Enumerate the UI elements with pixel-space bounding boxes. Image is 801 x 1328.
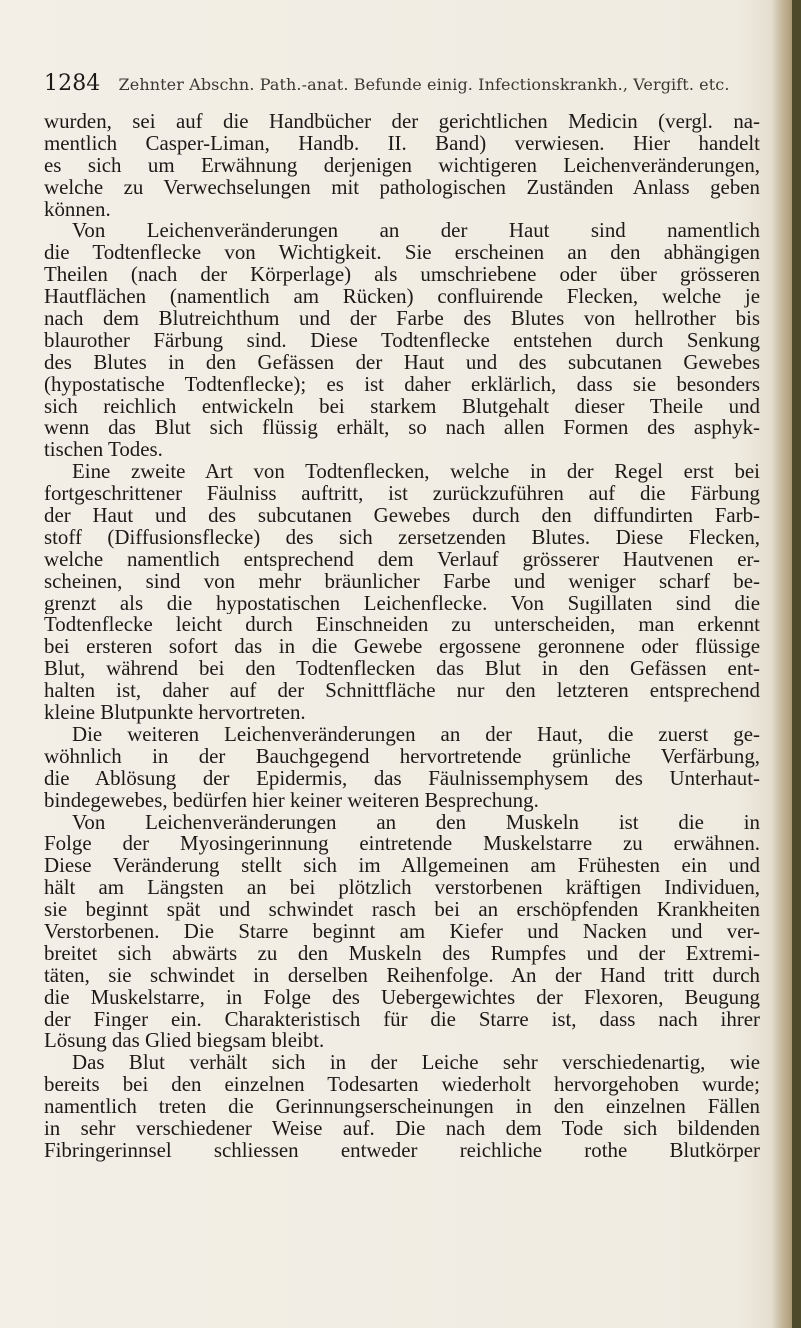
text-line: Theilen (nach der Körperlage) als umschriebene oder über grösseren bbox=[44, 264, 760, 287]
text-line: grenzt als die hypostatischen Leichenflecke. Von Sugillaten sind die bbox=[44, 592, 760, 615]
body-text bbox=[44, 111, 760, 1162]
text-line: Von Leichenveränderungen an der Haut sind namentlich bbox=[72, 220, 760, 243]
text-line: der Finger ein. Charakteristisch für die Starre ist, dass nach ihrer bbox=[44, 1008, 760, 1031]
text-line: welche namentlich entsprechend dem Verlauf grösserer Hautvenen er- bbox=[44, 548, 760, 571]
text-line: täten, sie schwindet in derselben Reihenfolge. An der Hand tritt durch bbox=[44, 964, 760, 987]
text-line: die Muskelstarre, in Folge des Uebergewichtes der Flexoren, Beugung bbox=[44, 986, 760, 1009]
text-line: sie beginnt spät und schwindet rasch bei an erschöpfenden Krankheiten bbox=[44, 899, 760, 921]
text-line: die Todtenflecke von Wichtigkeit. Sie erscheinen an den abhängigen bbox=[44, 242, 760, 265]
text-line: Von Leichenveränderungen an den Muskeln ist die in bbox=[72, 811, 760, 834]
text-line: Diese Veränderung stellt sich im Allgemeinen am Frühesten ein und bbox=[44, 855, 760, 878]
text-line: scheinen, sind von mehr bräunlicher Farbe und weniger scharf be- bbox=[44, 570, 760, 593]
text-line: Verstorbenen. Die Starre beginnt am Kiefer und Nacken und ver- bbox=[44, 920, 760, 943]
text-line: fortgeschrittener Fäulniss auftritt, ist zurückzuführen auf die Färbung bbox=[44, 483, 760, 506]
page-number: 1284 bbox=[44, 71, 101, 96]
text-line: Hautflächen (namentlich am Rücken) confluirende Flecken, welche je bbox=[44, 286, 760, 309]
text-line: Folge der Myosingerinnung eintretende Muskelstarre zu erwähnen. bbox=[44, 833, 760, 856]
text-line: bei ersteren sofort das in die Gewebe ergossene geronnene oder flüssige bbox=[44, 636, 760, 659]
text-line: können. bbox=[44, 198, 111, 221]
text-line: Eine zweite Art von Todtenflecken, welche in der Regel erst bei bbox=[72, 461, 760, 484]
text-line: namentlich treten die Gerinnungserscheinungen in den einzelnen Fällen bbox=[44, 1096, 760, 1118]
text-line: es sich um Erwähnung derjenigen wichtigeren Leichenveränderungen, bbox=[44, 154, 760, 177]
text-line: wöhnlich in der Bauchgegend hervortretende grünliche Verfärbung, bbox=[44, 745, 760, 768]
text-line: nach dem Blutreichthum und der Farbe des Blutes von hellrother bis bbox=[44, 308, 760, 330]
text-line: Lösung das Glied biegsam bleibt. bbox=[44, 1030, 325, 1053]
text-line: bindegewebes, bedürfen hier keiner weiteren Besprechung. bbox=[44, 789, 539, 812]
text-line: der Haut und des subcutanen Gewebes durch den diffundirten Farb- bbox=[44, 505, 760, 527]
text-line: bereits bei den einzelnen Todesarten wiederholt hervorgehoben wurde; bbox=[44, 1074, 760, 1097]
text-line: wurden, sei auf die Handbücher der gerichtlichen Medicin (vergl. na- bbox=[44, 111, 760, 133]
text-line: die Ablösung der Epidermis, das Fäulnissemphysem des Unterhaut- bbox=[44, 767, 760, 790]
text-line: (hypostatische Todtenflecke); es ist daher erklärlich, dass sie besonders bbox=[44, 373, 760, 396]
text-line: Fibringerinnsel schliessen entweder reichliche rothe Blutkörper bbox=[44, 1139, 760, 1162]
text-line: welche zu Verwechselungen mit pathologischen Zuständen Anlass geben bbox=[44, 176, 760, 199]
text-line: in sehr verschiedener Weise auf. Die nach dem Tode sich bildenden bbox=[44, 1117, 760, 1140]
text-line: halten ist, daher auf der Schnittfläche nur den letzteren entsprechend bbox=[44, 680, 760, 703]
text-line: wenn das Blut sich flüssig erhält, so nach allen Formen des asphyk- bbox=[44, 417, 760, 440]
text-line: Das Blut verhält sich in der Leiche sehr verschiedenartig, wie bbox=[72, 1052, 760, 1075]
text-line: blaurother Färbung sind. Diese Todtenflecke entstehen durch Senkung bbox=[44, 329, 760, 352]
text-line: sich reichlich entwickeln bei starkem Blutgehalt dieser Theile und bbox=[44, 395, 760, 418]
text-line: hält am Längsten an bei plötzlich verstorbenen kräftigen Individuen, bbox=[44, 877, 760, 900]
text-line: des Blutes in den Gefässen der Haut und des subcutanen Gewebes bbox=[44, 351, 760, 374]
text-line: Blut, während bei den Todtenflecken das Blut in den Gefässen ent- bbox=[44, 658, 760, 681]
text-line: stoff (Diffusionsflecke) des sich zersetzenden Blutes. Diese Flecken, bbox=[44, 526, 760, 549]
page-binding-edge bbox=[792, 0, 801, 1328]
text-line: mentlich Casper-Liman, Handb. II. Band) verwiesen. Hier handelt bbox=[44, 132, 760, 155]
text-line: Die weiteren Leichenveränderungen an der Haut, die zuerst ge- bbox=[72, 723, 760, 746]
text-line: breitet sich abwärts zu den Muskeln des Rumpfes und der Extremi- bbox=[44, 942, 760, 965]
running-title: Zehnter Abschn. Path.-anat. Befunde einig. Infectionskrankh., Vergift. etc. bbox=[118, 75, 730, 94]
text-line: kleine Blutpunkte hervortreten. bbox=[44, 702, 306, 724]
text-line: tischen Todes. bbox=[44, 439, 163, 462]
page-header bbox=[44, 71, 764, 96]
text-line: Todtenflecke leicht durch Einschneiden zu unterscheiden, man erkennt bbox=[44, 614, 760, 637]
